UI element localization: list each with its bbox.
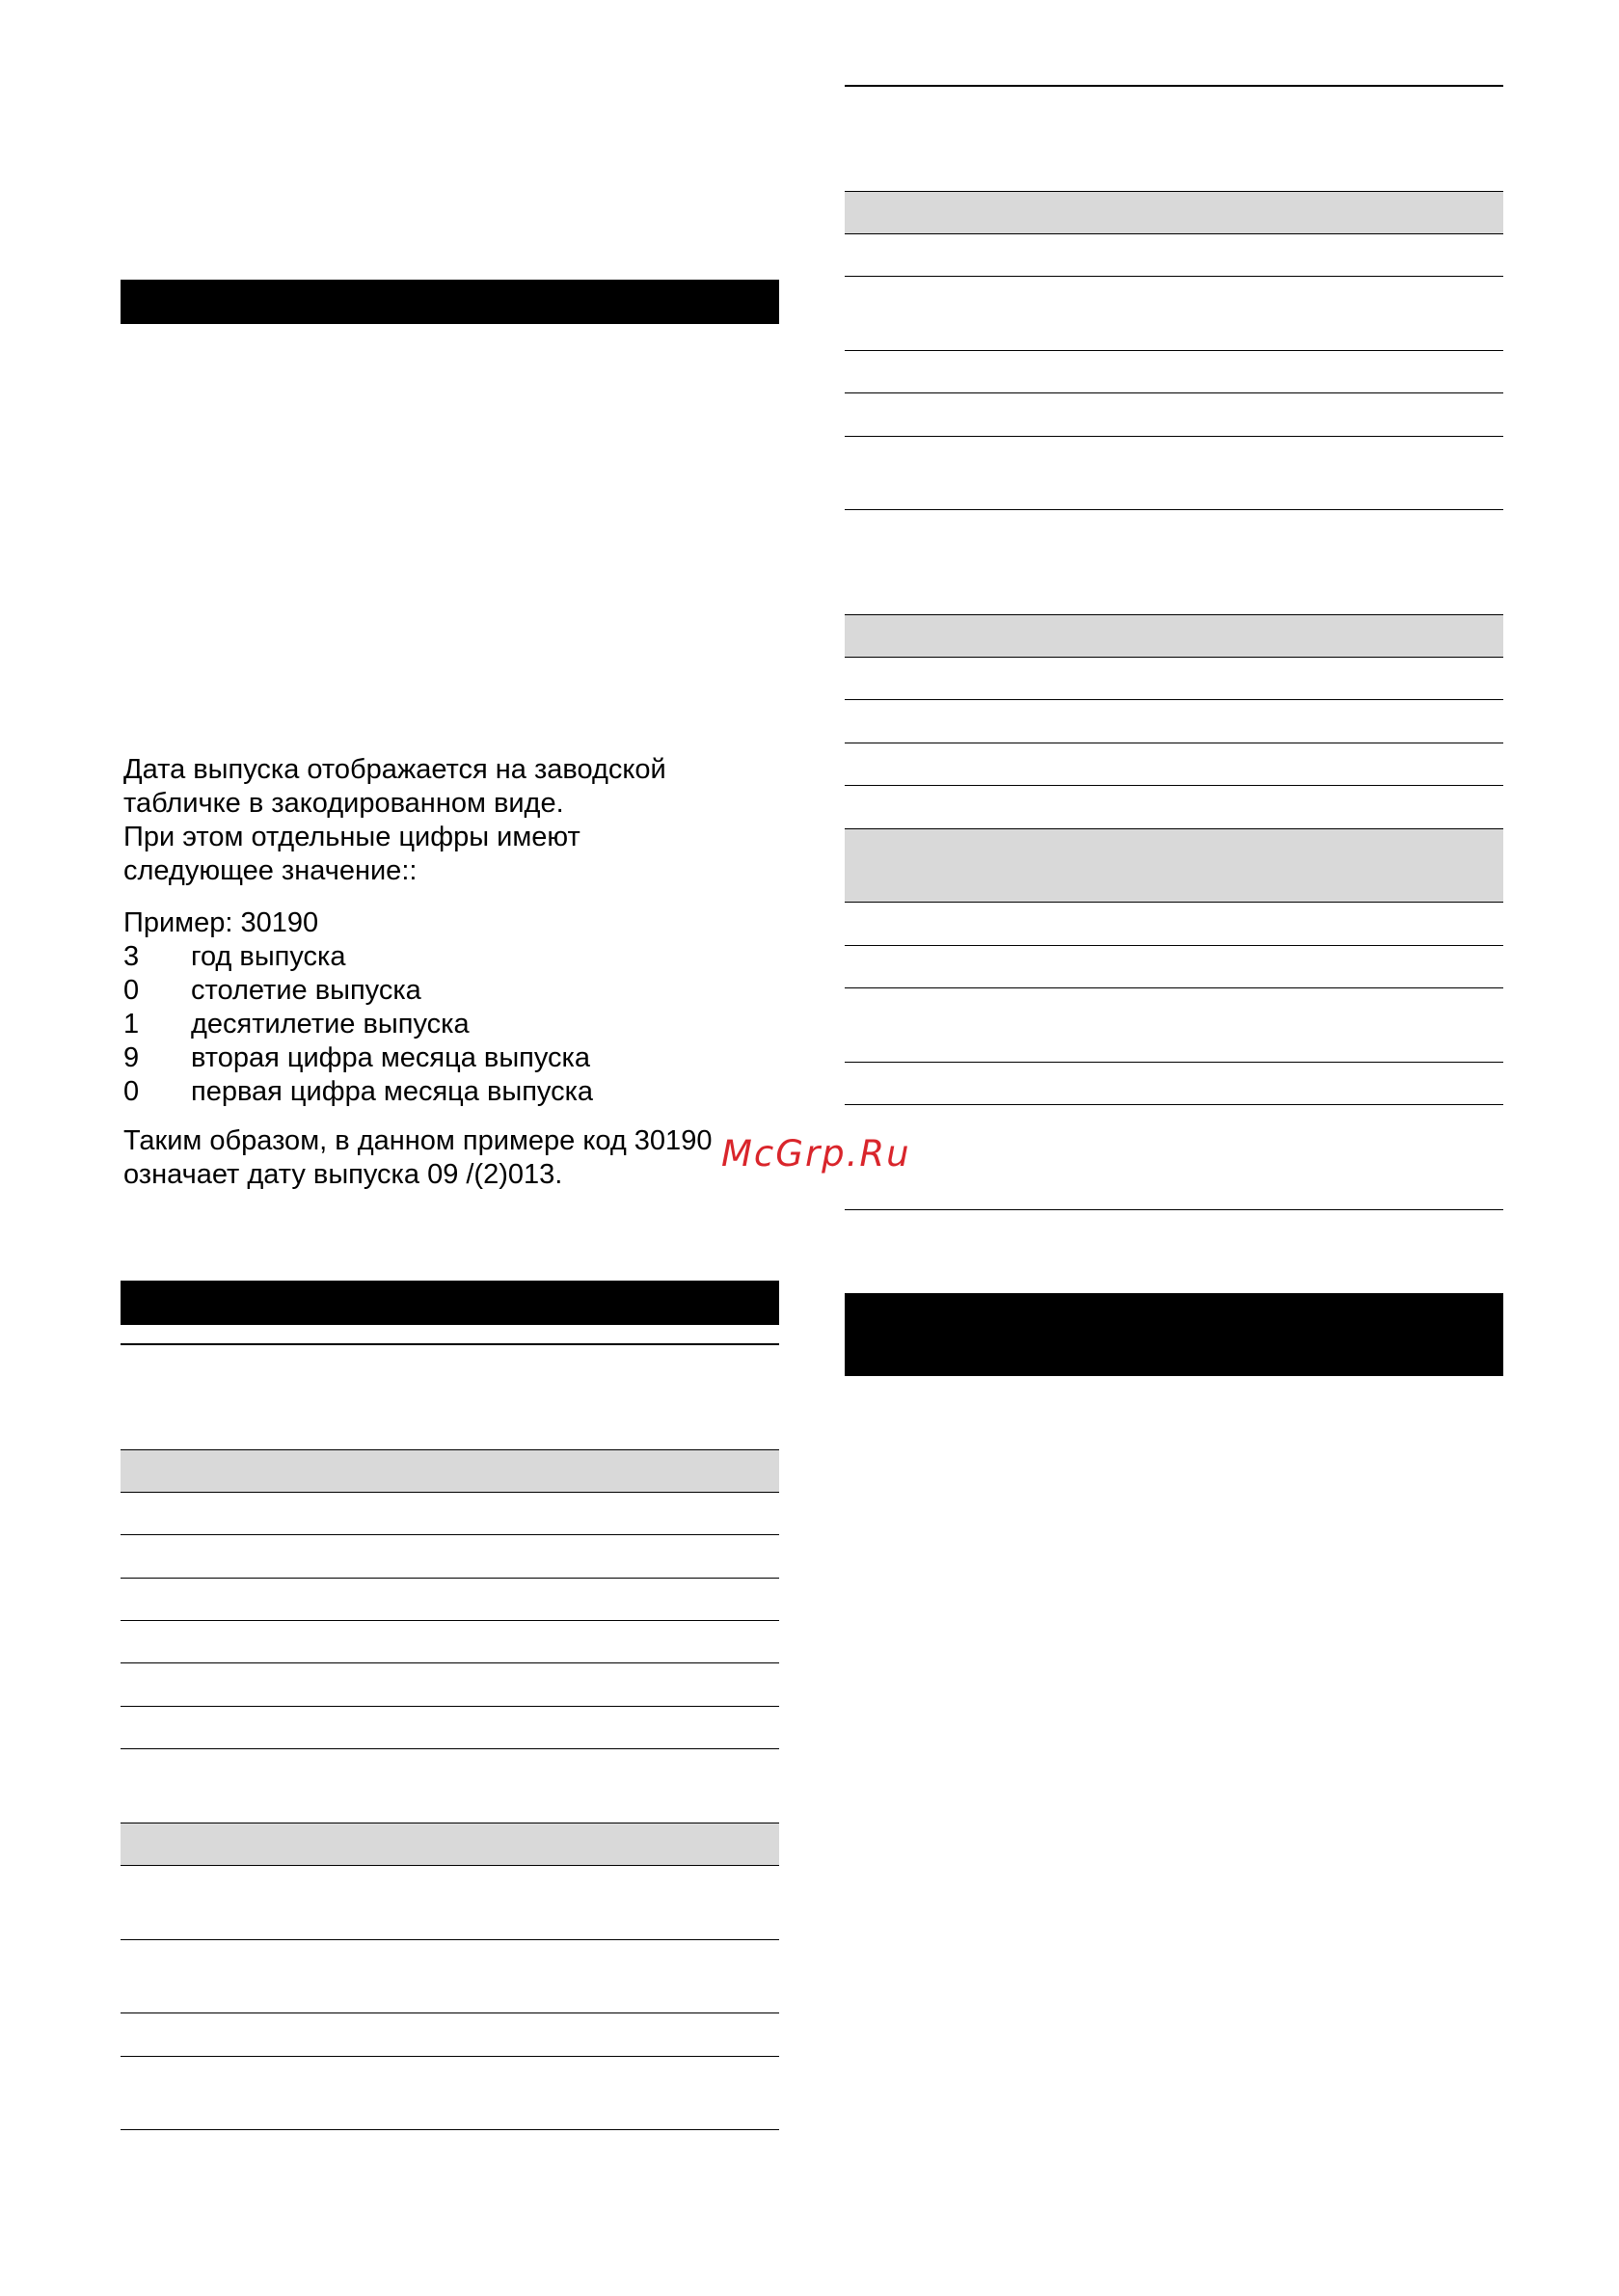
digit: 3 [123, 941, 140, 972]
table-group-header [845, 191, 1503, 233]
digit-row [123, 1075, 593, 1109]
table-rule [845, 276, 1503, 277]
table-rule [121, 2129, 779, 2130]
table-rule [845, 657, 1503, 658]
digit-meaning: вторая цифра месяца выпуска [191, 1042, 591, 1073]
intro-line: следующее значение:: [123, 855, 418, 886]
digit-meaning: год выпуска [191, 941, 346, 972]
table-rule [845, 233, 1503, 234]
intro-line: табличке в закодированном виде. [123, 788, 564, 819]
conclusion-line: Таким образом, в данном примере код 30190 [123, 1125, 713, 1156]
section-header-bar [845, 1293, 1503, 1376]
table-rule [121, 1706, 779, 1707]
table-group-header [845, 614, 1503, 657]
table-rule [121, 1620, 779, 1621]
table-rule [121, 2012, 779, 2013]
conclusion-line: означает дату выпуска 09 /(2)013. [123, 1159, 563, 1190]
table-rule [845, 1209, 1503, 1210]
table-rule [121, 1662, 779, 1663]
table-group-header [845, 828, 1503, 902]
digit: 0 [123, 1076, 140, 1107]
section-header-bar [121, 280, 779, 324]
section-header-bar [121, 1281, 779, 1325]
table-rule [121, 1343, 779, 1345]
table-rule [121, 1578, 779, 1579]
table-rule [121, 1449, 779, 1450]
digit-row [123, 1041, 590, 1075]
table-rule [121, 1534, 779, 1535]
watermark-text: McGrp.Ru [721, 1133, 911, 1175]
table-rule [845, 945, 1503, 946]
intro-line: При этом отдельные цифры имеют [123, 822, 580, 852]
digit-row [123, 940, 346, 974]
right-column [845, 0, 1503, 2296]
digit-meaning: первая цифра месяца выпуска [191, 1076, 594, 1107]
table-rule [845, 350, 1503, 351]
table-rule [845, 614, 1503, 615]
table-rule [845, 1104, 1503, 1105]
digit-meaning: столетие выпуска [191, 975, 421, 1006]
digit: 1 [123, 1009, 140, 1040]
table-rule [845, 509, 1503, 510]
table-rule [121, 1865, 779, 1866]
table-rule [845, 828, 1503, 829]
table-rule [845, 987, 1503, 988]
table-rule [845, 699, 1503, 700]
digit: 0 [123, 975, 140, 1006]
table-group-header [121, 1823, 779, 1865]
table-rule [845, 902, 1503, 903]
table-rule [845, 392, 1503, 393]
digit-row [123, 1008, 470, 1041]
table-rule [121, 2056, 779, 2057]
table-group-header [121, 1449, 779, 1492]
digit-row [123, 974, 421, 1008]
table-rule [845, 1062, 1503, 1063]
table-rule [845, 436, 1503, 437]
table-rule [121, 1492, 779, 1493]
left-column [121, 0, 779, 2296]
intro-line: Дата выпуска отображается на заводской [123, 754, 666, 785]
table-rule [845, 191, 1503, 192]
digit-meaning: десятилетие выпуска [191, 1009, 470, 1040]
table-rule [121, 1939, 779, 1940]
table-rule [845, 85, 1503, 87]
table-rule [121, 1748, 779, 1749]
example-label: Пример: 30190 [123, 907, 319, 938]
table-rule [845, 785, 1503, 786]
digit: 9 [123, 1042, 140, 1073]
